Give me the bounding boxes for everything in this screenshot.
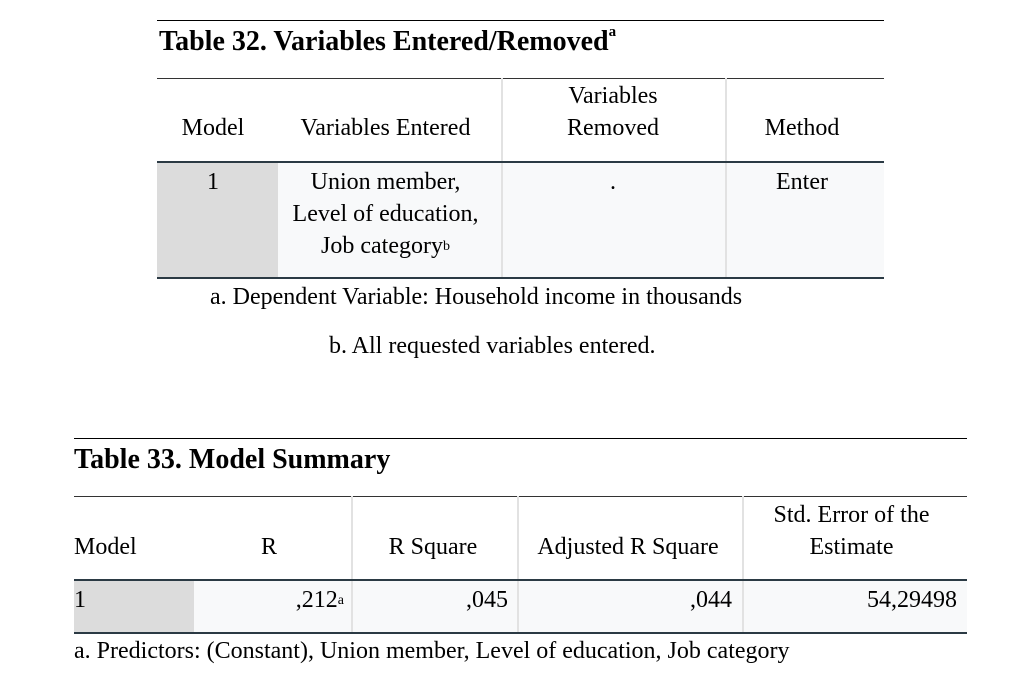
header-variables-removed <box>501 80 725 144</box>
cell-method: Enter <box>776 169 828 195</box>
table-title: Table 33. Model Summary <box>74 444 391 475</box>
header-method: Method <box>764 115 840 141</box>
cell-r-square: ,045 <box>466 587 508 613</box>
header-std-error-line1: Std. Error of the <box>773 502 930 528</box>
cell-model: 1 <box>74 587 86 613</box>
header-r-square: R Square <box>388 534 478 560</box>
header-model: Model <box>181 115 245 141</box>
cell-variables-entered <box>278 166 493 266</box>
header-top-rule <box>157 78 884 79</box>
entered-line2: Level of education, <box>292 201 479 227</box>
cell-std-error: 54,29498 <box>867 587 957 613</box>
header-r: R <box>260 534 277 560</box>
r-footnote-mark: a <box>337 593 344 608</box>
footnote-a: a. Predictors: (Constant), Union member, Level of education, Job category <box>74 638 790 664</box>
footnote-a: a. Dependent Variable: Household income in thousands <box>210 284 743 310</box>
header-top-rule <box>74 496 967 497</box>
cell-model: 1 <box>207 169 219 195</box>
header-adjusted-r-square: Adjusted R Square <box>537 534 719 560</box>
header-variables-entered: Variables Entered <box>300 115 471 141</box>
header-bottom-rule <box>157 161 884 163</box>
header-removed-line1: Variables <box>568 83 658 109</box>
entered-line3 <box>278 230 493 266</box>
table-title <box>159 23 617 58</box>
entered-footnote-mark: b <box>442 239 450 254</box>
footnote-b: b. All requested variables entered. <box>329 333 656 359</box>
table-33 <box>74 438 967 678</box>
table-top-rule <box>74 438 967 439</box>
header-std-error-line2: Estimate <box>809 534 894 560</box>
title-footnote-mark: a <box>608 23 617 40</box>
cell-adjusted-r-square: ,044 <box>690 587 732 613</box>
header-bottom-rule <box>74 579 967 581</box>
cell-r <box>194 584 344 620</box>
table-top-rule <box>157 20 884 21</box>
cell-variables-removed: . <box>610 169 616 195</box>
entered-line3-text: Job category <box>321 233 443 259</box>
table-bottom-rule <box>74 632 967 634</box>
entered-line1: Union member, <box>310 169 461 195</box>
table-bottom-rule <box>157 277 884 279</box>
table-32 <box>157 20 884 380</box>
table-title-text: Table 32. Variables Entered/Removed <box>159 26 609 57</box>
cell-r-value: ,212 <box>295 587 338 613</box>
header-removed-line2: Removed <box>567 115 659 141</box>
header-model: Model <box>74 534 137 560</box>
header-std-error <box>744 499 959 563</box>
